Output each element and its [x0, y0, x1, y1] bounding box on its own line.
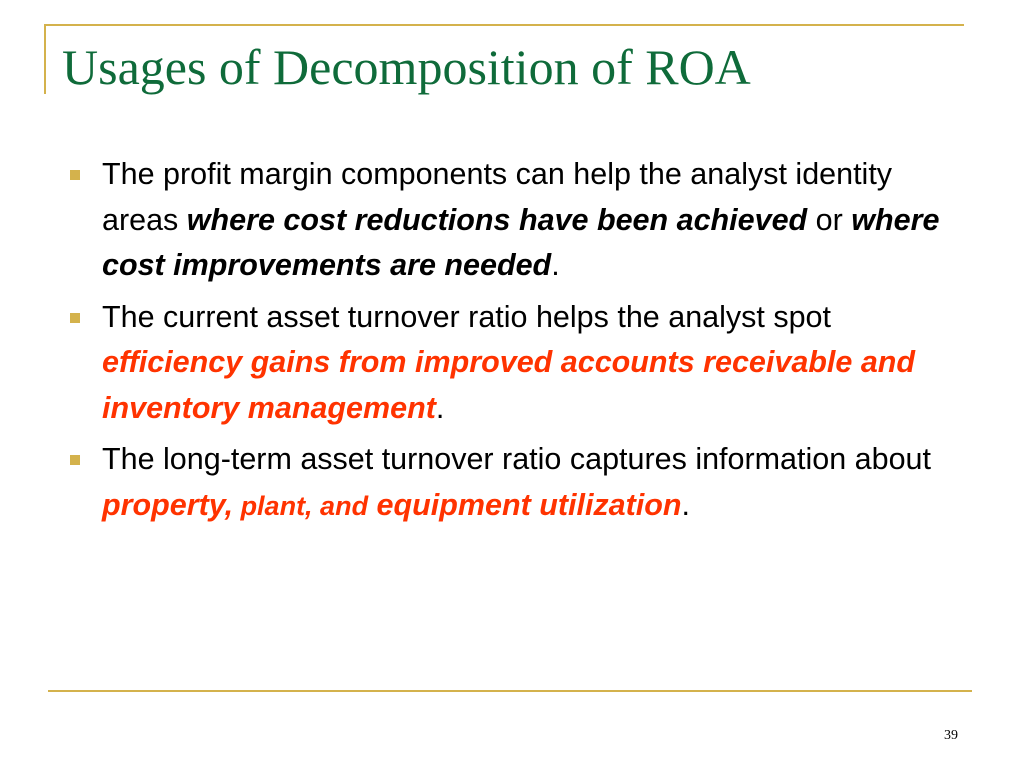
bullet-list [64, 152, 944, 535]
bullet-emphasis: where cost improvements are needed [102, 202, 940, 282]
square-bullet-icon [70, 455, 80, 465]
bullet-highlight: plant, and [233, 490, 369, 521]
slide-title: Usages of Decomposition of ROA [62, 39, 751, 95]
bullet-text: The current asset turnover ratio helps the analyst spot [102, 299, 831, 334]
bullet-highlight: equipment utilization [368, 487, 682, 522]
bullet-punctuation: . [681, 487, 691, 522]
bullet-punctuation: . [435, 390, 445, 425]
bullet-highlight: property, [102, 487, 234, 522]
square-bullet-icon [70, 170, 80, 180]
top-rule [44, 24, 964, 26]
bullet-item [64, 437, 944, 529]
bullet-punctuation: . [551, 248, 560, 282]
bullet-item [64, 295, 944, 432]
bullet-text: The long-term asset turnover ratio captures information about [102, 442, 931, 476]
bullet-item [64, 152, 944, 289]
bullet-highlight: efficiency gains from improved accounts receivable and inventory management [102, 345, 916, 425]
bullet-text: The profit margin components can help the analyst identity areas [102, 157, 893, 237]
bottom-rule [48, 690, 972, 692]
bullet-text: or [807, 202, 852, 237]
square-bullet-icon [70, 313, 80, 323]
bullet-emphasis: where cost reductions have been achieved [186, 202, 808, 237]
left-rule [44, 24, 46, 94]
page-number: 39 [944, 728, 958, 743]
